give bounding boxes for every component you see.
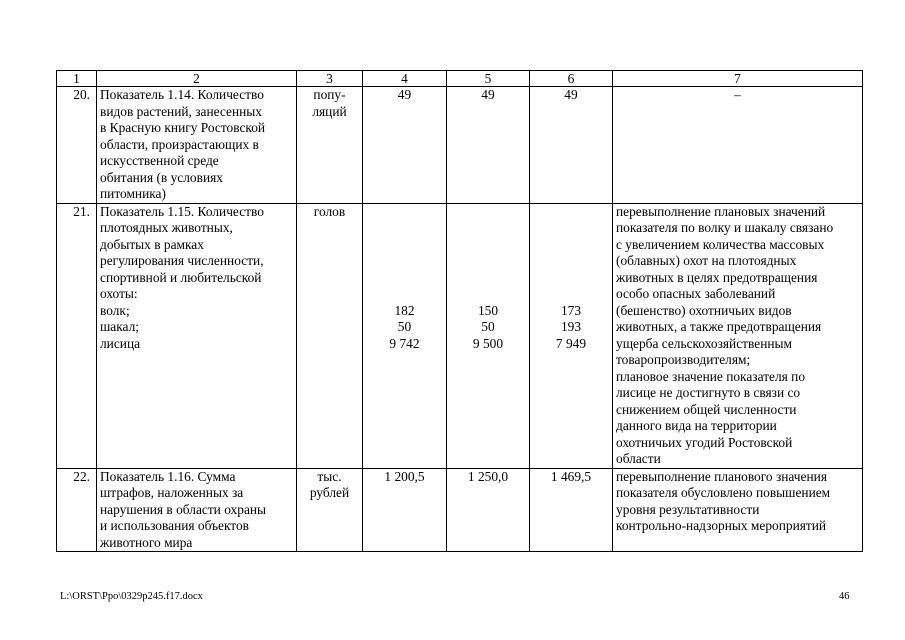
comment-line: плановое значение показателя по (616, 368, 806, 384)
table-header-row (57, 71, 863, 87)
comment-cell (613, 203, 863, 468)
comment-line: уровня результативности (616, 501, 760, 517)
indicator-line: Показатель 1.15. Количество (100, 203, 264, 219)
value: 193 (560, 319, 582, 334)
comment-line: перевыполнение планового значения (616, 468, 827, 484)
unit-line: тыс. (317, 468, 342, 484)
value: 50 (481, 319, 495, 334)
comment-line: ущерба сельскохозяйственным (616, 335, 792, 351)
value: 49 (481, 87, 495, 102)
indicator-cell (97, 468, 297, 552)
value-cell-col5 (447, 87, 530, 204)
indicator-line: регулирования численности, (100, 253, 264, 268)
value-cell-col4 (363, 468, 447, 552)
comment-cell (613, 468, 863, 552)
comment-line: животных в целях предотвращения (616, 269, 818, 285)
value: 49 (397, 87, 412, 102)
header-cell: 1 (57, 71, 97, 87)
comment-line: особо опасных заболеваний (616, 286, 776, 301)
value: 50 (397, 319, 412, 334)
page-number: 46 (839, 591, 850, 602)
value-cell-col6 (530, 203, 613, 468)
header-cell: 7 (613, 71, 863, 87)
comment-line: (бешенство) охотничьих видов (616, 302, 792, 318)
comment-line: (облавных) охот на плотоядных (616, 253, 797, 268)
value: 173 (560, 302, 582, 318)
value-cell-col4 (363, 203, 447, 468)
header-cell: 2 (97, 71, 297, 87)
unit-line: ляций (312, 103, 347, 119)
footer-file-path: L:\ORST\Ppo\0329p245.f17.docx (60, 591, 203, 602)
value: 182 (394, 302, 415, 318)
value-cell-col4 (363, 87, 447, 204)
comment-line: – (734, 87, 741, 102)
indicator-line: питомника) (100, 186, 166, 201)
header-cell: 6 (530, 71, 613, 87)
indicator-line: добытых в рамках (100, 236, 204, 252)
comment-line: показателя по волку и шакалу связано (616, 220, 834, 235)
indicator-line: животного мира (100, 534, 193, 550)
indicator-line: волк; (100, 302, 130, 318)
table-row (57, 87, 863, 204)
comment-line: товаропроизводителям; (616, 352, 751, 367)
comment-line: перевыполнение плановых значений (616, 203, 826, 219)
row-number: 21. (57, 203, 97, 468)
row-number: 22. (57, 468, 97, 552)
indicator-line: штрафов, наложенных за (100, 485, 244, 500)
value: 9 500 (472, 335, 504, 351)
comment-line: животных, а также предотвращения (616, 319, 822, 334)
indicator-line: в Красную книгу Ростовской (100, 120, 266, 135)
unit-cell (297, 87, 363, 204)
comment-line: показателя обусловлено повышением (616, 485, 831, 500)
value: 1 469,5 (550, 468, 592, 484)
table-row (57, 468, 863, 552)
comment-line: лисице не достигнуто в связи со (616, 385, 801, 400)
unit-cell (297, 468, 363, 552)
indicator-line: области, произрастающих в (100, 136, 259, 152)
report-table (56, 70, 863, 552)
indicator-line: охоты: (100, 286, 138, 301)
value: 9 742 (389, 335, 420, 351)
comment-line: данного вида на территории (616, 418, 777, 433)
indicator-line: и использования объектов (100, 518, 249, 533)
indicator-line: плотоядных животных, (100, 220, 233, 235)
indicator-line: искусственной среде (100, 153, 219, 168)
value: 1 250,0 (467, 468, 509, 484)
indicator-line: Показатель 1.14. Количество (100, 87, 264, 102)
comment-line: с увеличением количества массовых (616, 236, 825, 252)
indicator-line: спортивной и любительской (100, 269, 262, 285)
header-cell: 3 (297, 71, 363, 87)
comment-line: области (616, 451, 661, 466)
row-number: 20. (57, 87, 97, 204)
value-cell-col6 (530, 87, 613, 204)
unit-cell (297, 203, 363, 468)
indicator-line: видов растений, занесенных (100, 103, 262, 119)
value-cell-col5 (447, 468, 530, 552)
indicator-line: лисица (100, 335, 141, 351)
indicator-line: обитания (в условиях (100, 169, 223, 185)
value-cell-col6 (530, 468, 613, 552)
header-cell: 4 (363, 71, 447, 87)
indicator-line: Показатель 1.16. Сумма (100, 468, 236, 484)
value: 150 (477, 302, 499, 318)
unit-line: рублей (309, 485, 350, 500)
indicator-cell (97, 203, 297, 468)
header-cell: 5 (447, 71, 530, 87)
indicator-line: шакал; (100, 319, 140, 334)
comment-cell (613, 87, 863, 204)
value-cell-col5 (447, 203, 530, 468)
indicator-line: нарушения в области охраны (100, 501, 267, 517)
indicator-cell (97, 87, 297, 204)
value: 1 200,5 (384, 468, 425, 484)
value: 49 (564, 87, 578, 102)
unit-line: голов (313, 203, 346, 219)
table-row (57, 203, 863, 468)
value: 7 949 (555, 335, 587, 351)
comment-line: охотничьих угодий Ростовской (616, 434, 793, 450)
comment-line: контрольно-надзорных мероприятий (616, 518, 827, 533)
comment-line: снижением общей численности (616, 401, 797, 417)
unit-line: попу- (313, 87, 346, 102)
